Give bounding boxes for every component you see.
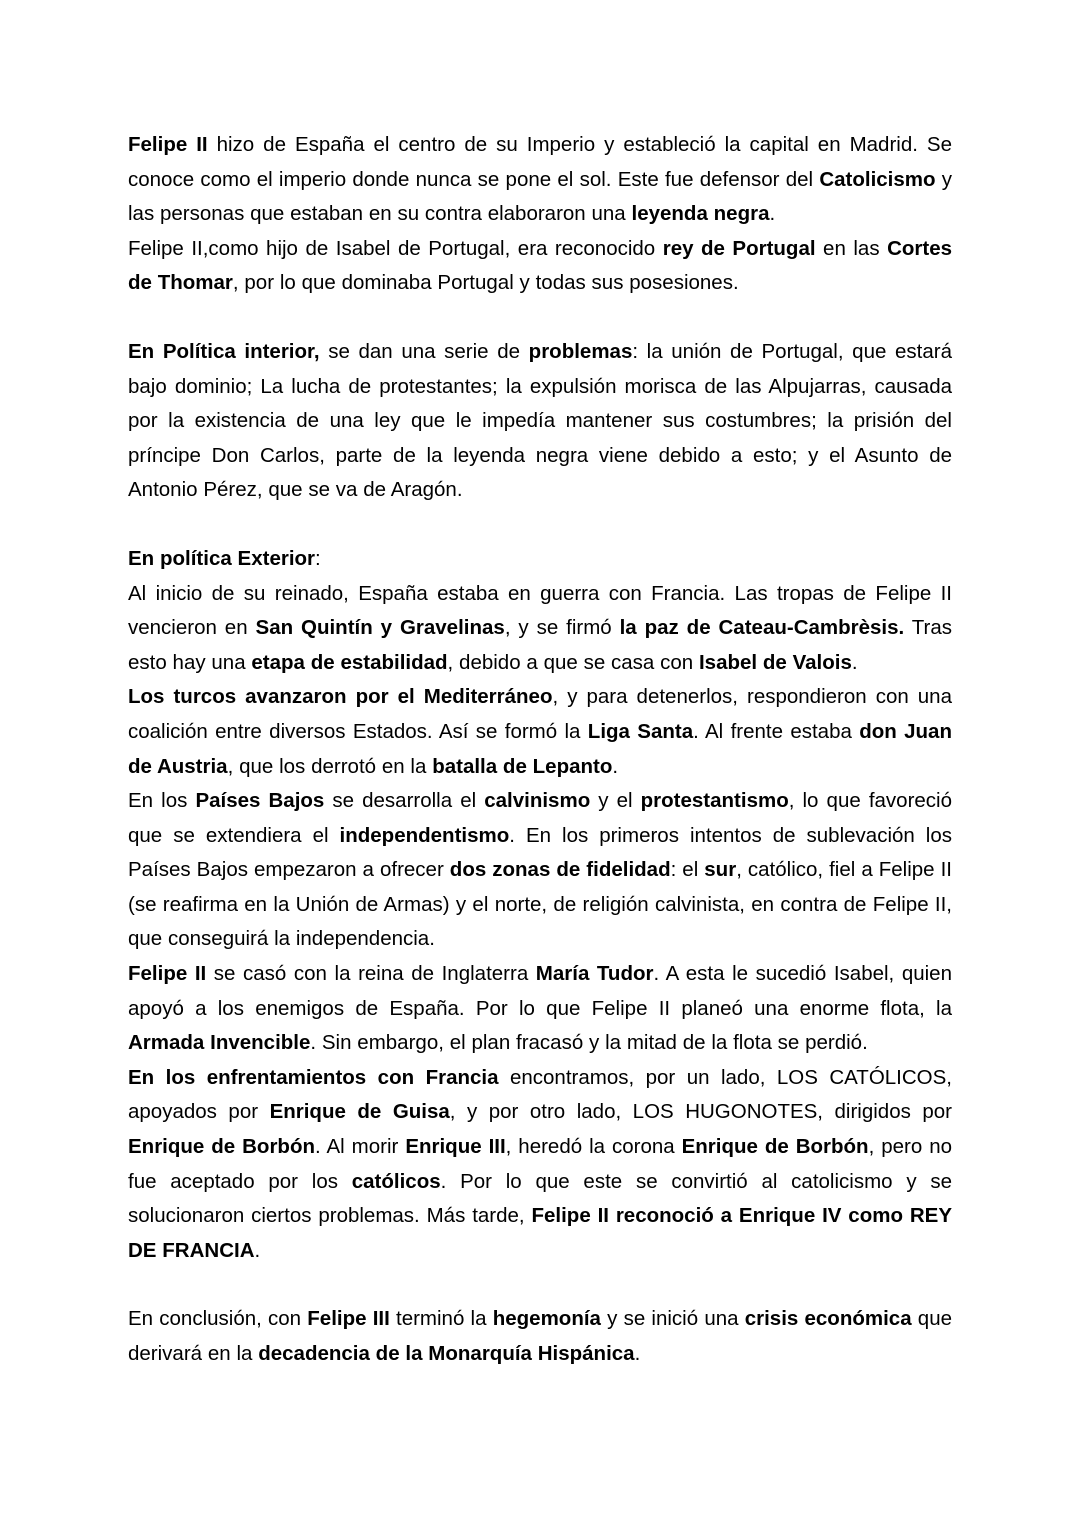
text-run: , pero no fue aceptado por los: [128, 1135, 953, 1193]
text-run: , y por otro lado, LOS HUGONOTES, dirigidos por: [449, 1100, 952, 1124]
text-run: . Al morir: [315, 1135, 406, 1159]
paragraph-spacer: [128, 508, 952, 542]
bold-run: Enrique de Borbón: [128, 1135, 315, 1159]
body-paragraph: [128, 335, 952, 508]
bold-run: San Quintín y Gravelinas: [255, 616, 505, 640]
paragraph-spacer: [128, 301, 952, 335]
paragraph-spacer: [128, 1268, 952, 1302]
text-run: que derivará en la: [128, 1307, 953, 1365]
text-run: . Por lo que este se convirtió al catolicismo y se solucionaron ciertos problemas. Más tarde,: [128, 1169, 952, 1228]
bold-run: Los turcos avanzaron por el Mediterráneo: [128, 685, 553, 709]
text-run: Tras esto hay una: [128, 616, 952, 674]
body-paragraph: [128, 957, 952, 1061]
bold-run: En Política interior,: [128, 339, 320, 363]
text-run: . En los primeros intentos de sublevación los Países Bajos empezaron a ofrecer: [128, 823, 952, 882]
body-paragraph: [128, 680, 952, 784]
bold-run: Felipe II reconoció a Enrique IV como REY DE FRANCIA: [128, 1204, 952, 1262]
bold-run: católicos: [351, 1169, 441, 1193]
text-run: En los: [128, 789, 196, 813]
text-run: , y para detenerlos, respondieron con una coalición entre diversos Estados. Así se formó la: [128, 685, 952, 743]
body-paragraph: [128, 232, 952, 301]
bold-run: leyenda negra: [631, 202, 770, 226]
bold-run: Felipe III: [307, 1307, 390, 1331]
bold-run: rey de Portugal: [662, 236, 816, 260]
text-run: .: [254, 1238, 261, 1262]
text-run: .: [634, 1342, 641, 1365]
text-run: : la unión de Portugal, que estará bajo dominio; La lucha de protestantes; la expulsión morisca de las Alpujarras, causada por la existencia de una ley que le impedía mantener sus costumbres; la prisión del príncipe Don Carlos, parte de la leyenda negra viene debido a esto; y el Asunto de Antonio Pérez, que se va de Aragón.: [128, 339, 952, 502]
bold-run: don Juan de Austria: [128, 719, 952, 778]
text-run: y el: [590, 789, 641, 813]
text-run: Felipe II,como hijo de Isabel de Portugal, era reconocido: [128, 236, 663, 260]
bold-run: En política Exterior: [128, 546, 316, 570]
text-run: .: [769, 202, 776, 226]
bold-run: Países Bajos: [195, 789, 325, 813]
body-paragraph: [128, 1302, 952, 1371]
text-run: , católico, fiel a Felipe II (se reafirma en la Unión de Armas) y el norte, de religión calvinista, en contra de Felipe II, que conseguirá la independencia.: [128, 858, 952, 951]
bold-run: etapa de estabilidad: [251, 650, 448, 674]
text-run: en las: [815, 236, 888, 260]
text-run: se dan una serie de: [319, 339, 529, 363]
text-run: En conclusión, con: [128, 1307, 308, 1331]
bold-run: Enrique de Guisa: [269, 1100, 450, 1124]
bold-run: dos zonas de fidelidad: [449, 858, 671, 882]
text-run: , lo que favoreció que se extendiera el: [128, 789, 952, 847]
bold-run: Felipe II: [128, 133, 208, 156]
text-run: se casó con la reina de Inglaterra: [206, 962, 536, 986]
text-run: Al inicio de su reinado, España estaba en guerra con Francia. Las tropas de Felipe II vencieron en: [128, 581, 952, 640]
text-run: , y se firmó: [504, 616, 620, 640]
text-run: : el: [670, 858, 705, 882]
bold-run: Enrique III: [405, 1135, 506, 1159]
body-paragraph: [128, 577, 952, 681]
text-run: :: [315, 546, 321, 570]
body-paragraph: [128, 1061, 952, 1269]
bold-run: hegemonía: [492, 1307, 601, 1331]
bold-run: Cortes de Thomar: [128, 236, 952, 295]
document-text-body: [128, 128, 952, 1372]
bold-run: la paz de Cateau-Cambrèsis.: [619, 616, 905, 640]
text-run: y se inició una: [600, 1307, 745, 1331]
text-run: se desarrolla el: [324, 789, 485, 813]
text-run: , heredó la corona: [505, 1135, 682, 1159]
bold-run: Isabel de Valois: [698, 650, 852, 674]
text-run: , por lo que dominaba Portugal y todas sus posesiones.: [232, 271, 739, 295]
bold-run: problemas: [528, 339, 633, 363]
bold-run: María Tudor: [535, 962, 654, 986]
text-run: . Sin embargo, el plan fracasó y la mitad de la flota se perdió.: [310, 1031, 868, 1055]
text-run: . A esta le sucedió Isabel, quien apoyó a los enemigos de España. Por lo que Felipe II planeó una enorme flota, la: [128, 962, 952, 1020]
bold-run: independentismo: [339, 823, 510, 847]
body-paragraph: [128, 128, 952, 232]
bold-run: protestantismo: [640, 789, 789, 813]
bold-run: En los enfrentamientos con Francia: [128, 1065, 499, 1089]
bold-run: sur: [704, 858, 737, 882]
text-run: .: [851, 650, 858, 674]
text-run: encontramos, por un lado, LOS CATÓLICOS, apoyados por: [128, 1065, 952, 1124]
bold-run: Liga Santa: [587, 719, 694, 743]
bold-run: calvinismo: [484, 789, 591, 813]
text-run: .: [612, 754, 619, 778]
section-heading: [128, 542, 952, 577]
bold-run: Armada Invencible: [128, 1031, 311, 1055]
text-run: y las personas que estaban en su contra elaboraron una: [128, 167, 952, 226]
text-run: , debido a que se casa con: [447, 650, 699, 674]
bold-run: decadencia de la Monarquía Hispánica: [258, 1342, 635, 1365]
text-run: hizo de España el centro de su Imperio y estableció la capital en Madrid. Se conoce como el imperio donde nunca se pone el sol. Este fue defensor del: [128, 133, 952, 191]
bold-run: batalla de Lepanto: [432, 754, 613, 778]
bold-run: Catolicismo: [819, 167, 936, 191]
bold-run: Felipe II: [128, 962, 207, 986]
text-run: , que los derrotó en la: [227, 754, 433, 778]
bold-run: Enrique de Borbón: [681, 1135, 869, 1159]
text-run: terminó la: [389, 1307, 493, 1331]
text-run: . Al frente estaba: [693, 719, 860, 743]
body-paragraph: [128, 784, 952, 957]
bold-run: crisis económica: [744, 1307, 912, 1331]
